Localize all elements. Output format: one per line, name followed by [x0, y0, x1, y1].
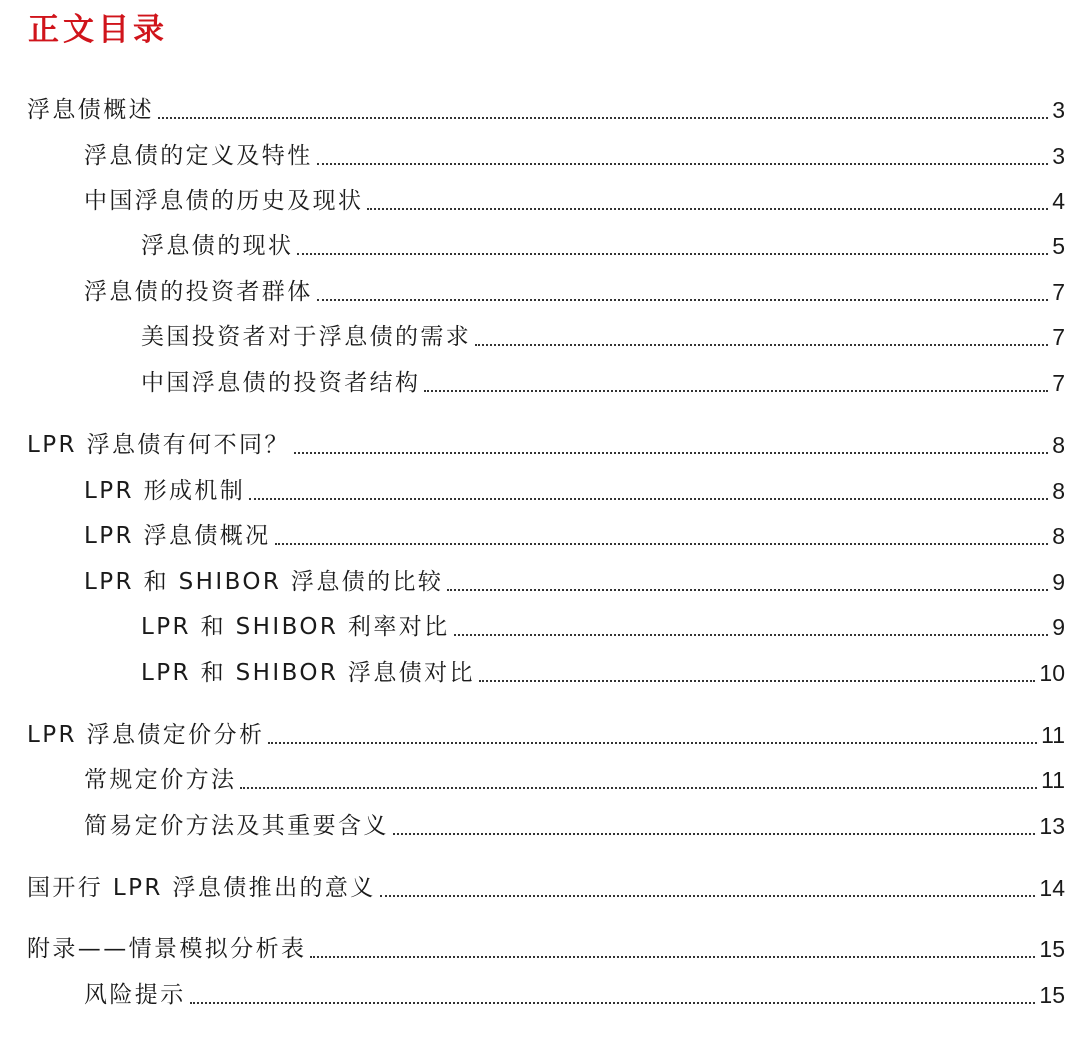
dot-leader — [447, 589, 1048, 591]
toc-entry-page: 9 — [1052, 569, 1065, 595]
dot-leader — [380, 895, 1036, 897]
dot-leader — [268, 742, 1037, 744]
toc-entry[interactable] — [84, 564, 1065, 596]
toc-entry[interactable] — [141, 609, 1065, 641]
toc-entry-page: 4 — [1052, 188, 1065, 214]
toc-entry[interactable] — [141, 228, 1065, 260]
dot-leader — [479, 680, 1035, 682]
toc-entry-label: LPR 形成机制 — [84, 478, 246, 504]
toc-entry[interactable] — [141, 655, 1065, 687]
toc-entry-label: LPR 浮息债概况 — [84, 523, 271, 549]
toc-entry[interactable] — [84, 977, 1065, 1009]
toc-entry-label: 浮息债的投资者群体 — [84, 279, 313, 305]
toc-entry-page: 15 — [1039, 936, 1065, 962]
dot-leader — [294, 452, 1048, 454]
toc-entry[interactable] — [84, 138, 1065, 170]
toc-entry-page: 9 — [1052, 614, 1065, 640]
toc-entry-label: 风险提示 — [84, 982, 186, 1008]
toc-entry-page: 8 — [1052, 478, 1065, 504]
page-title: 正文目录 — [28, 12, 168, 48]
dot-leader — [424, 390, 1048, 392]
toc-entry-label: LPR 浮息债定价分析 — [27, 722, 265, 748]
dot-leader — [393, 833, 1036, 835]
toc-entry-label: 浮息债的现状 — [141, 233, 294, 259]
toc-entry-page: 7 — [1052, 370, 1065, 396]
toc-entry-label: LPR 和 SHIBOR 利率对比 — [141, 614, 450, 640]
toc-entry-label: 简易定价方法及其重要含义 — [84, 813, 389, 839]
toc-entry[interactable] — [27, 870, 1065, 902]
toc-entry-page: 14 — [1039, 875, 1065, 901]
toc-entry-label: 浮息债概述 — [27, 97, 154, 123]
toc-entry-label: 中国浮息债的投资者结构 — [141, 370, 421, 396]
dot-leader — [190, 1002, 1036, 1004]
toc-entry-page: 8 — [1052, 432, 1065, 458]
toc-entry-page: 7 — [1052, 324, 1065, 350]
toc-entry-page: 11 — [1041, 722, 1065, 748]
toc-entry[interactable] — [84, 183, 1065, 215]
toc-entry[interactable] — [27, 427, 1065, 459]
toc-entry-label: LPR 和 SHIBOR 浮息债对比 — [141, 660, 475, 686]
dot-leader — [275, 543, 1049, 545]
dot-leader — [367, 208, 1048, 210]
toc-entry[interactable] — [141, 365, 1065, 397]
toc-entry-label: 中国浮息债的历史及现状 — [84, 188, 364, 214]
toc-entry-page: 10 — [1039, 660, 1065, 686]
toc-entry[interactable] — [84, 473, 1065, 505]
toc-entry[interactable] — [27, 717, 1065, 749]
toc-entry[interactable] — [84, 274, 1065, 306]
toc-entry[interactable] — [27, 92, 1065, 124]
toc-entry[interactable] — [84, 808, 1065, 840]
dot-leader — [317, 163, 1049, 165]
toc-entry[interactable] — [84, 518, 1065, 550]
dot-leader — [158, 117, 1048, 119]
toc-entry[interactable] — [27, 931, 1065, 963]
dot-leader — [475, 344, 1048, 346]
toc-entry-page: 3 — [1052, 143, 1065, 169]
toc-entry-page: 8 — [1052, 523, 1065, 549]
toc-entry-page: 11 — [1041, 767, 1065, 793]
toc-entry-page: 7 — [1052, 279, 1065, 305]
toc-entry-label: 附录——情景模拟分析表 — [27, 936, 307, 962]
dot-leader — [297, 253, 1048, 255]
toc-entry-label: 浮息债的定义及特性 — [84, 143, 313, 169]
toc-entry[interactable] — [141, 319, 1065, 351]
toc-entry-label: LPR 浮息债有何不同？ — [27, 432, 290, 458]
toc-entry-page: 5 — [1052, 233, 1065, 259]
toc-entry-page: 15 — [1039, 982, 1065, 1008]
toc-entry[interactable] — [84, 762, 1065, 794]
dot-leader — [240, 787, 1037, 789]
toc-entry-label: 常规定价方法 — [84, 767, 237, 793]
toc-entry-page: 3 — [1052, 97, 1065, 123]
dot-leader — [249, 498, 1048, 500]
dot-leader — [454, 634, 1049, 636]
toc-entry-label: 美国投资者对于浮息债的需求 — [141, 324, 472, 350]
dot-leader — [310, 956, 1035, 958]
toc-entry-label: 国开行 LPR 浮息债推出的意义 — [27, 875, 376, 901]
dot-leader — [317, 299, 1049, 301]
toc-entry-page: 13 — [1039, 813, 1065, 839]
toc-entry-label: LPR 和 SHIBOR 浮息债的比较 — [84, 569, 444, 595]
